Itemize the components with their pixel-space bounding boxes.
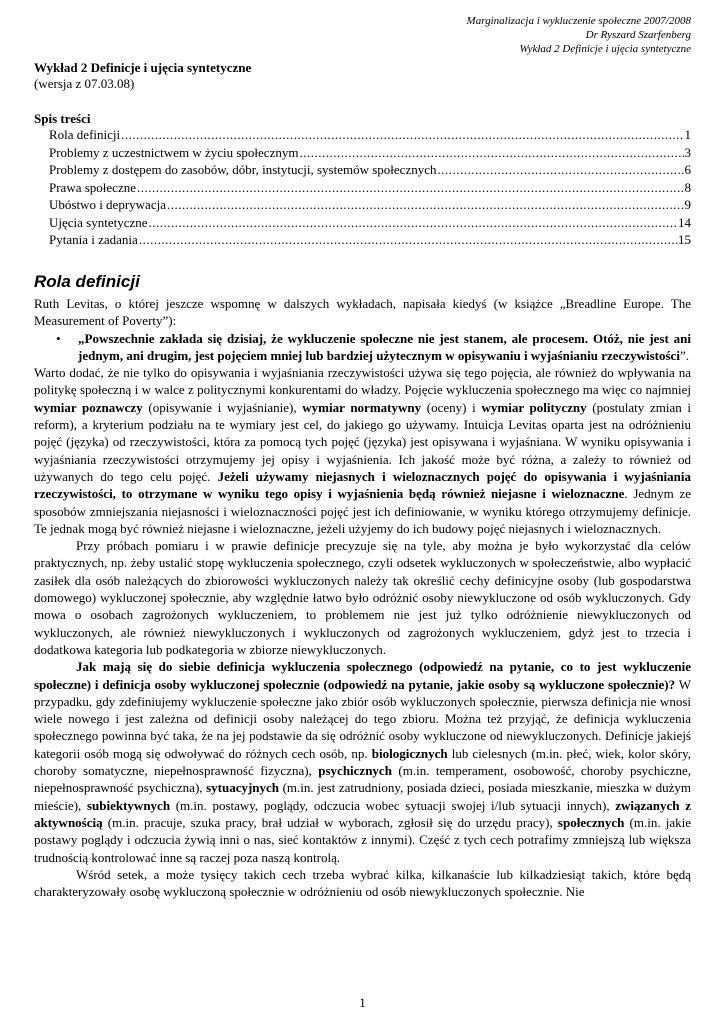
toc-entry-label: Ujęcia syntetyczne: [49, 214, 148, 230]
section-heading: Rola definicji: [34, 272, 140, 291]
toc-entry[interactable]: [34, 197, 691, 215]
paragraph-dimensions: Warto dodać, że nie tylko do opisywania i wyjaśniania rzeczywistości używa się tego pojęcia, ale również do wpływania na politykę społeczną i w walce z politycznymi konkurentami do władzy. Pojęcie wykluczenia społecznego ma więc co najmniej wymiar poznawczy (opisywanie i wyjaśnianie), wymiar normatywny (oceny) i wymiar polityczny (postulaty zmian i reform), a kryterium podziału na te wymiary jest cel, do jakiego go używamy. Intuicja Levitas oparta jest na odróżnieniu pojęć (języka) od rzeczywistości, która za pomocą tych pojęć (języka) jest opisywana i wyjaśniana. W wyniku opisywania i wyjaśniania rzeczywistości otrzymujemy jej opisy i wyjaśnienia. Ich jakość może być różna, a zależy to również od używanych do tego celu pojęć. Jeżeli używamy niejasnych i wieloznacznych pojęć do opisywania i wyjaśniania rzeczywistości, to otrzymane w wyniku tego opisy i wyjaśnienia będą również niejasne i wieloznaczne. Jednym ze sposobów zmniejszania niejasności i wieloznaczności pojęć jest ich definiowanie, w wyniku którego otrzymujemy definicje. Te jednak mogą być również niejasne i wieloznaczne, jeżeli użyjemy do ich budowy pojęć niejasnych i wieloznacznych.: [34, 365, 692, 536]
page-number: 1: [359, 995, 366, 1010]
toc-entry[interactable]: [34, 145, 691, 163]
paragraph-measurement: Przy próbach pomiaru i w prawie definicje precyzuje się na tyle, aby można je było wykorzystać dla celów praktycznych, np. żeby ustalić stopę wykluczenia społecznego, czyli odsetek wykluczonych w społeczeństwie, albo wypłacić zasiłek dla osób należących do zbiorowości wykluczonych należy tak określić cechy definicyjne osoby (lub gospodarstwa domowego) wykluczonej społecznie, aby względnie łatwo było odróżnić osoby niewykluczone od osób wykluczonych. Gdy mowa o osobach zagrożonych wykluczeniem, to problemem nie jest już tylko odróżnienie niewykluczonych od wykluczonych, ale również niewykluczonych i wykluczonych od zagrożonych wykluczeniem, gdyż jest to trzecia i dodatkowa kategoria lub podkategoria w zbiorze niewykluczonych.: [34, 538, 691, 657]
bullet-icon: •: [56, 330, 61, 346]
toc-entry[interactable]: [34, 127, 691, 145]
header-course: Marginalizacja i wykluczenie społeczne 2007/2008: [466, 15, 691, 27]
toc-entry[interactable]: [34, 215, 691, 233]
paragraph-definitions: Jak mają się do siebie definicja wykluczenia społecznego (odpowiedź na pytanie, co to jest wykluczenie społeczne) i definicja osoby wykluczonej społecznie (odpowiedź na pytanie, jakie osoby są wykluczone społecznie)? W przypadku, gdy zdefiniujemy wykluczenie społeczne jako zbiór osób wykluczonych społecznie, pierwsza definicja nie wnosi wiele nowego i jest zależna od definicji osoby należącej do tego zbioru. Można też przyjąć, że definicja wykluczenia społecznego powinna być taka, że na jej podstawie da się odróżnić osoby wykluczone od niewykluczonych. Definicje jakiejś kategorii osób mogą się odwoływać do różnych cech osób, np. biologicznych lub cielesnych (m.in. płeć, wiek, kolor skóry, choroby somatyczne, niepełnosprawność fizyczna), psychicznych (m.in. temperament, osobowość, choroby psychiczne, niepełnosprawność psychiczna), sytuacyjnych (m.in. jest zatrudniony, posiada dzieci, posiada mieszkanie, mieszka w dużym mieście), subiektywnych (m.in. postawy, poglądy, odczucia wobec sytuacji swojej i/lub sytuacji innych), związanych z aktywnością (m.in. pracuje, szuka pracy, brał udział w wyborach, zgłosił się do urzędu pracy), społecznych (m.in. jakie postawy poglądy i odczucia żywią inni o nas, sieć kontaktów z innymi). Część z tych cech potrafimy zmniejszą lub większa trudnością kontrolować inne są raczej poza naszą kontrolą.: [34, 659, 691, 865]
toc-entry-page: 1: [684, 127, 691, 142]
toc-entry-page: 9: [684, 197, 691, 212]
header-lecture: Wykład 2 Definicje i ujęcia syntetyczne: [519, 43, 691, 55]
document-title-block: [34, 60, 251, 92]
toc-heading: Spis treści: [34, 111, 91, 126]
toc-entry-label: Pytania i zadania: [49, 232, 138, 247]
paragraph-intro: Ruth Levitas, o której jeszcze wspomnę w dalszych wykładach, napisała kiedyś (w książce „Breadline Europe. The Measurement of Poverty”):: [34, 296, 691, 329]
toc-entry[interactable]: [34, 180, 691, 198]
toc-entry-label: Prawa społeczne: [49, 179, 136, 195]
paragraph-features: Wśród setek, a może tysięcy takich cech trzeba wybrać kilka, kilkanaście lub kilkadziesiąt takich, które będą charakteryzowały osobę wykluczoną społecznie w odróżnieniu od osób niewykluczonych społecznie. Nie: [34, 866, 691, 900]
toc-entry[interactable]: [34, 162, 691, 180]
toc-entry-page: 8: [684, 179, 691, 195]
document-version: (wersja z 07.03.08): [34, 76, 135, 91]
toc-entry-label: Problemy z dostępem do zasobów, dóbr, instytucji, systemów społecznych: [49, 162, 437, 177]
running-header: [467, 14, 691, 56]
toc-entry-label: Ubóstwo i deprywacja: [49, 197, 166, 212]
toc-entry[interactable]: [34, 232, 691, 250]
section-body: [34, 295, 691, 900]
quote-bullet: [56, 330, 691, 365]
toc-entry-page: 6: [684, 162, 691, 177]
toc-entry-label: Rola definicji: [49, 127, 121, 142]
quote-text: „Powszechnie zakłada się dzisiaj, że wykluczenie społeczne nie jest stanem, ale procesem. Otóż, nie jest ani jednym, ani drugim, jest pojęciem mniej lub bardziej użytecznym w opisywaniu i wyjaśnianiu rzeczywistości”.: [78, 330, 691, 363]
toc-entry-label: Problemy z uczestnictwem w życiu społecznym: [49, 144, 299, 160]
toc-entry-page: 15: [678, 232, 691, 247]
document-title: Wykład 2 Definicje i ujęcia syntetyczne: [34, 60, 252, 75]
toc-entry-page: 14: [678, 214, 691, 230]
toc-entry-page: 3: [684, 144, 691, 160]
table-of-contents: [34, 111, 691, 250]
header-author: Dr Ryszard Szarfenberg: [585, 29, 691, 41]
